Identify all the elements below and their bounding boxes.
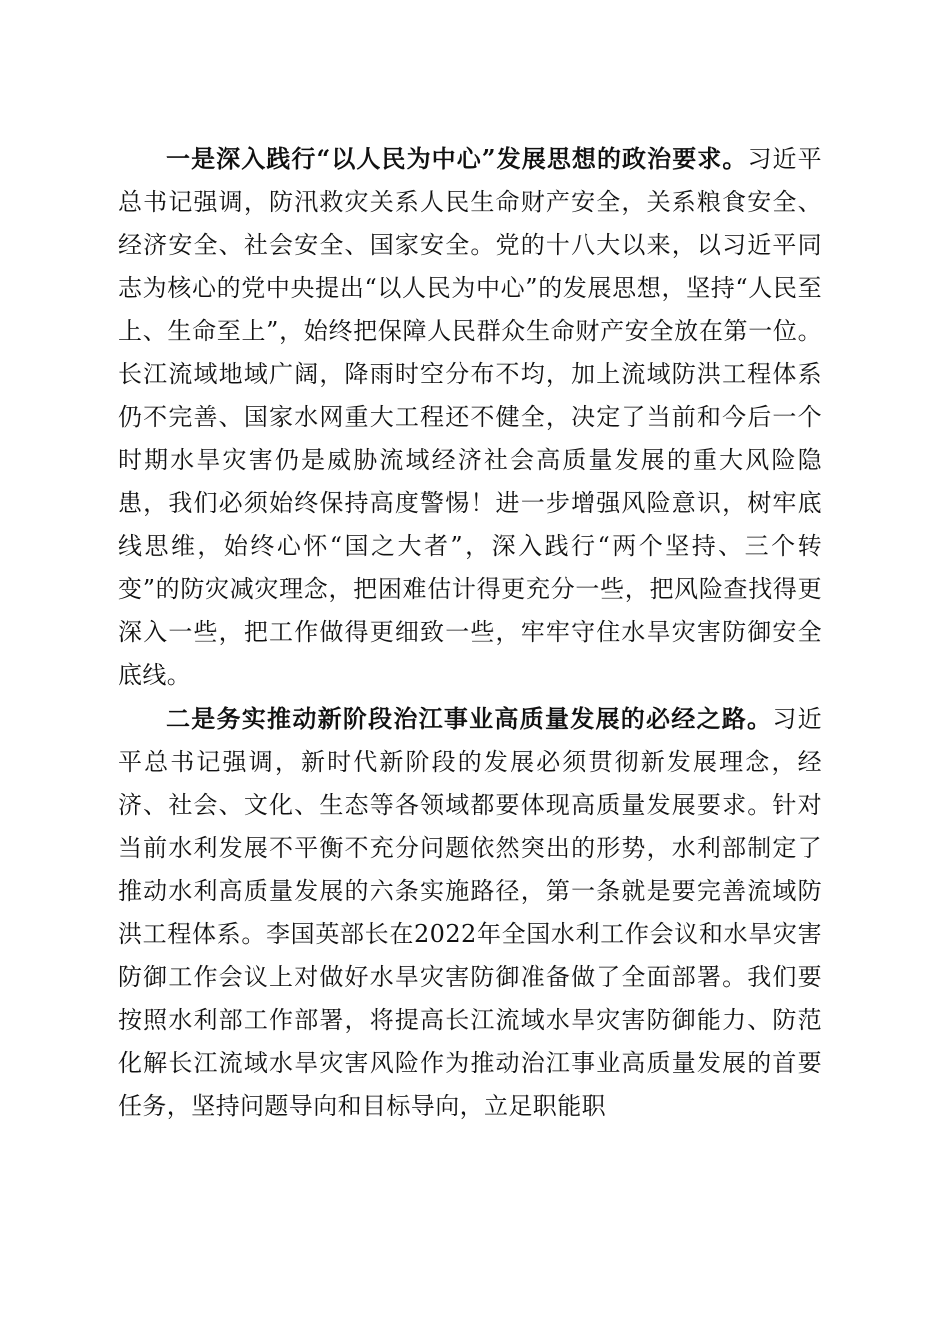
paragraph-2-lead: 二是务实推动新阶段治江事业高质量发展的必经之路。 [166, 704, 773, 733]
paragraph-1-body: 习近平总书记强调，防汛救灾关系人民生命财产安全，关系粮食安全、经济安全、社会安全、国家安全。党的十八大以来，以习近平同志为核心的党中央提出“以人民为中心”的发展思想，坚持“人民至上、生命至上”，始终把保障人民群众生命财产安全放在第一位。长江流域地域广阔，降雨时空分布不均，加上流域防洪工程体系仍不完善、国家水网重大工程还不健全，决定了当前和今后一个时期水旱灾害仍是威胁流域经济社会高质量发展的重大风险隐患，我们必须始终保持高度警惕！进一步增强风险意识，树牢底线思维，始终心怀“国之大者”，深入践行“两个坚持、三个转变”的防灾减灾理念，把困难估计得更充分一些，把风险查找得更深入一些，把工作做得更细致一些，牢牢守住水旱灾害防御安全底线。 [118, 145, 822, 689]
paragraph-1-lead: 一是深入践行“以人民为中心”发展思想的政治要求。 [166, 144, 748, 173]
body-text [118, 137, 822, 1128]
paragraph-2 [118, 697, 822, 1128]
paragraph-2-body: 习近平总书记强调，新时代新阶段的发展必须贯彻新发展理念，经济、社会、文化、生态等各领域都要体现高质量发展要求。针对当前水利发展不平衡不充分问题依然突出的形势，水利部制定了推动水利高质量发展的六条实施路径，第一条就是要完善流域防洪工程体系。李国英部长在2022年全国水利工作会议和水旱灾害防御工作会议上对做好水旱灾害防御准备做了全面部署。我们要按照水利部工作部署，将提高长江流域水旱灾害防御能力、防范化解长江流域水旱灾害风险作为推动治江事业高质量发展的首要任务，坚持问题导向和目标导向，立足职能职 [118, 705, 822, 1120]
paragraph-1 [118, 137, 822, 697]
